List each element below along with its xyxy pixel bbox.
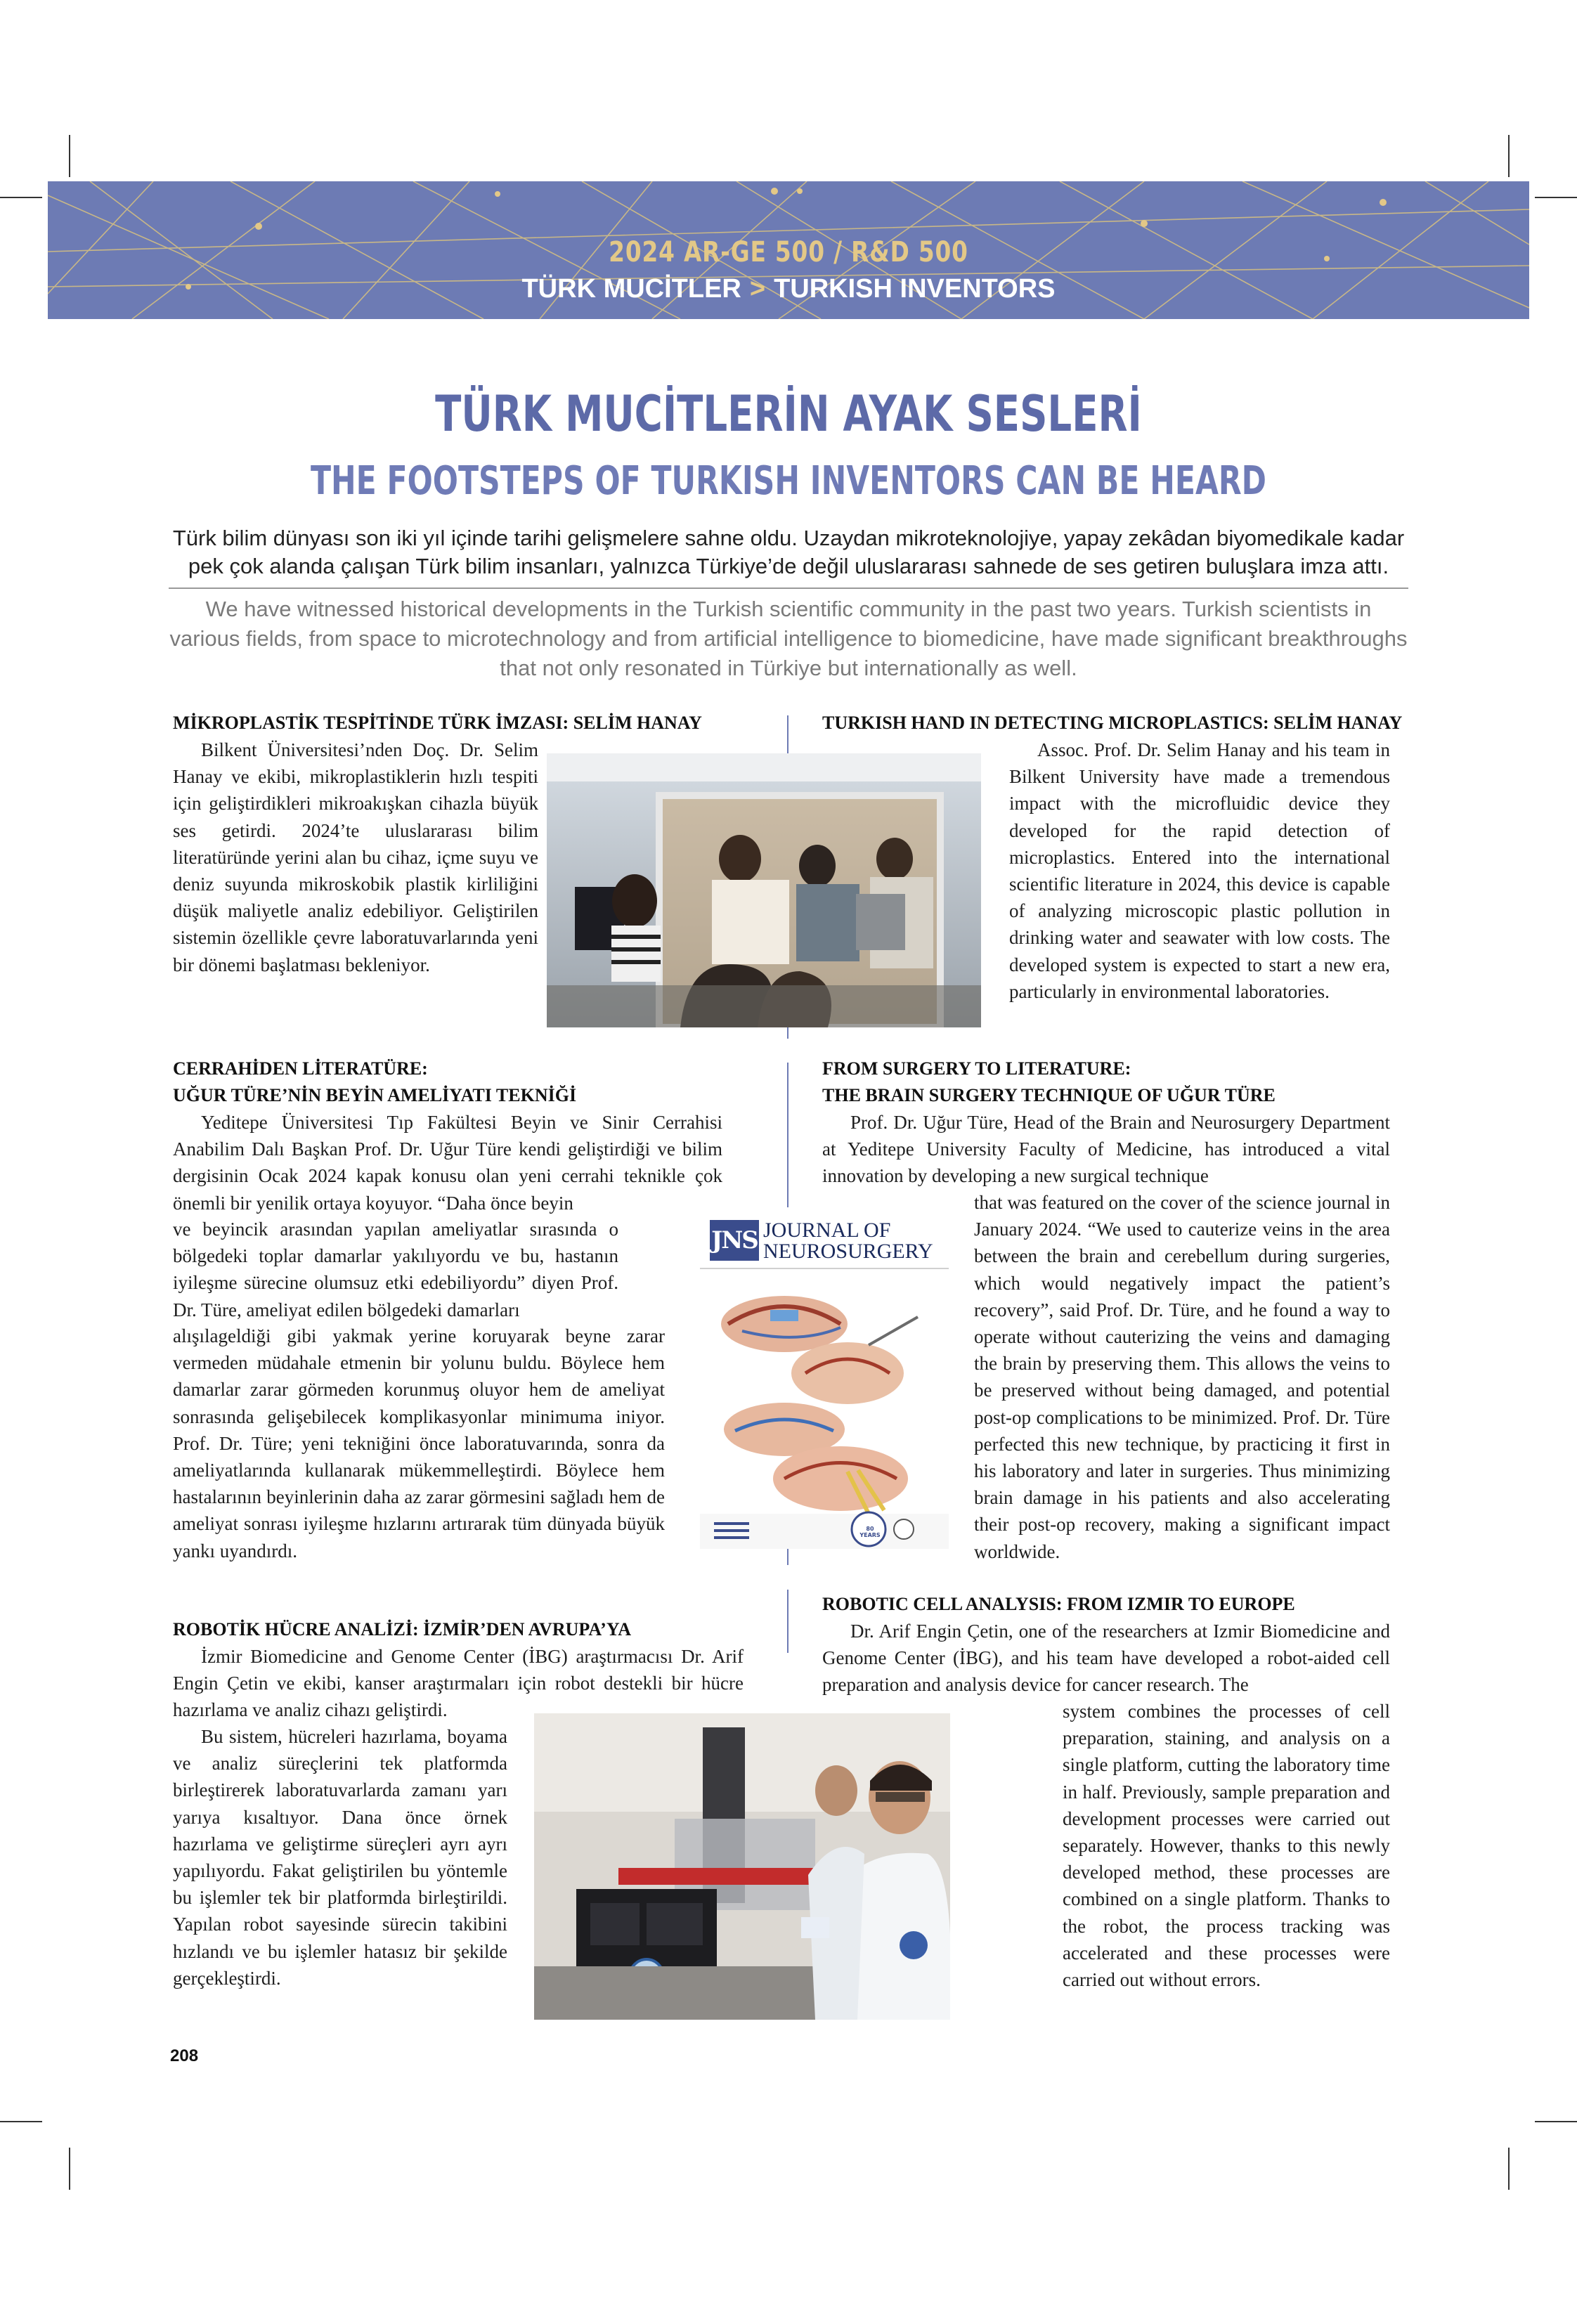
journal-title-line: NEUROSURGERY xyxy=(763,1240,933,1263)
paragraph: Bu sistem, hücreleri hazırlama, boyama ve analiz süreçlerini tek platformda birleştirerek laboratuvarlarda zamanı yarı yarıya kısaltıyor. Dana önce örnek hazırlama ve geliştirme süreçleri ayrı ayrı yapılıyordu. Fakat geliştirilen bu yöntemle bu işlemler tek bir platformda birleştirildi. Yapılan robot sayesinde sürecin takibini hızlandı ve bu işlemler hatasız bir şekilde gerçekleştirdi. xyxy=(173,1726,507,1989)
paragraph: that was featured on the cover of the science journal in January 2024. “We used to cauterize veins in the area between the brain and cerebellum during surgeries, which would negatively impact the patient’s recovery”, said Prof. Dr. Türe, and he found a way to operate without cauterizing the veins and damaging the brain by preserving them. This allows the veins to be preserved without being damaged, and potential post-op complications to be minimized. Prof. Dr. Türe perfected this new technique, by practicing it first in his laboratory and later in surgeries. Thus minimizing brain damage in his patients and also accelerating their post-op recovery, making a significant impact worldwide. xyxy=(974,1192,1390,1562)
page-title-tr: TÜRK MUCİTLERİN AYAK SESLERİ xyxy=(435,385,1142,443)
crop-mark xyxy=(69,135,70,177)
lab-photo-robotic-cell xyxy=(534,1713,950,2020)
journal-title xyxy=(763,1220,933,1262)
paragraph: Dr. Arif Engin Çetin, one of the researchers at Izmir Biomedicine and Genome Center (İBG), and his team have developed a robot-aided cell preparation and analysis device for cancer research. The xyxy=(822,1621,1390,1696)
paragraph: Prof. Dr. Uğur Türe, Head of the Brain and Neurosurgery Department at Yeditepe University Faculty of Medicine, has introduced a vital innovation by developing a new surgical technique xyxy=(822,1112,1390,1187)
anniversary-badge: 80 YEARS xyxy=(859,1526,881,1538)
banner-title: 2024 AR-GE 500 / R&D 500 xyxy=(609,236,968,268)
heading-line: CERRAHİDEN LİTERATÜRE: xyxy=(173,1058,428,1079)
journal-logo: JNS xyxy=(710,1220,759,1261)
section-body-tr xyxy=(173,1723,507,1992)
crop-mark xyxy=(1535,2121,1577,2122)
section-body-tr xyxy=(173,1643,744,1724)
section-heading-tr xyxy=(173,1056,777,1109)
banner-subtitle-tr: TÜRK MUCİTLER xyxy=(521,274,741,304)
divider xyxy=(169,588,1408,589)
crop-mark xyxy=(69,2148,70,2190)
section-body-en xyxy=(1063,1698,1390,1993)
section-body-tr xyxy=(173,1109,722,1216)
crop-mark xyxy=(1508,135,1510,177)
section-heading-tr: ROBOTİK HÜCRE ANALİZİ: İZMİR’DEN AVRUPA’YA xyxy=(173,1619,632,1640)
section-body-en xyxy=(822,1618,1390,1699)
banner-subtitle xyxy=(48,274,1529,304)
heading-line: THE BRAIN SURGERY TECHNIQUE OF UĞUR TÜRE xyxy=(822,1085,1276,1105)
heading-line: UĞUR TÜRE’NİN BEYİN AMELİYATI TEKNİĞİ xyxy=(173,1085,577,1105)
section-body-tr xyxy=(173,1323,665,1564)
paragraph: Assoc. Prof. Dr. Selim Hanay and his team in Bilkent University have made a tremendous impact with the microfluidic device they developed for the rapid detection of microplastics. Entered into the international scientific literature in 2024, this device is capable of analyzing microscopic plastic pollution in drinking water and seawater with low costs. The developed system is expected to start a new era, particularly in environmental laboratories. xyxy=(1009,739,1390,1002)
journal-title-line: JOURNAL OF xyxy=(763,1219,891,1242)
column-divider xyxy=(787,1590,788,1653)
paragraph: system combines the processes of cell preparation, staining, and analysis on a single platform, cutting the laboratory time in half. Previously, sample preparation and development processes were carried out separately. However, thanks to this newly developed method, these processes are combined on a single platform. Thanks to the robot, the process tracking was accelerated and these processes were carried out without errors. xyxy=(1063,1701,1390,1991)
crop-mark xyxy=(1508,2148,1510,2190)
journal-illustration xyxy=(700,1268,949,1549)
section-heading-tr: MİKROPLASTİK TESPİTİNDE TÜRK İMZASI: SELİM HANAY xyxy=(173,713,702,733)
crop-mark xyxy=(1535,197,1577,198)
heading-line: FROM SURGERY TO LITERATURE: xyxy=(822,1058,1131,1079)
banner-subtitle-en: TURKISH INVENTORS xyxy=(774,274,1056,304)
crop-mark xyxy=(0,197,42,198)
chevron-right-icon: > xyxy=(749,274,766,304)
intro-text-tr: Türk bilim dünyası son iki yıl içinde tarihi gelişmelere sahne oldu. Uzaydan mikroteknolojiye, yapay zekâdan biyomedikale kadar pek çok alanda çalışan Türk bilim insanları, yalnızca Türkiye’de değil uluslararası sahnede de ses getiren buluşlara imza attı. xyxy=(172,526,1405,578)
paragraph: Bilkent Üniversitesi’nden Doç. Dr. Selim Hanay ve ekibi, mikroplastiklerin hızlı tespiti için geliştirdikleri mikroakışkan cihazla büyük ses getirdi. 2024’te uluslararası bilim literatüründe yerini alan bu cihaz, içme suyu ve deniz suyunda mikroskobik plastik kirliliğini düşük maliyetle analiz edebiliyor. Geliştirilen sistemin özellikle çevre laboratuvarlarında yeni bir dönemi başlatması bekleniyor. xyxy=(173,739,538,975)
section-body-tr xyxy=(173,736,538,978)
header-banner xyxy=(48,181,1529,319)
paragraph: İzmir Biomedicine and Genome Center (İBG) araştırmacısı Dr. Arif Engin Çetin ve ekibi, kanser araştırmaları için robot destekli bir hücre hazırlama ve analiz cihazı geliştirdi. xyxy=(173,1646,744,1721)
section-heading-en: TURKISH HAND IN DETECTING MICROPLASTICS: SELİM HANAY xyxy=(822,713,1403,733)
section-heading-en: ROBOTIC CELL ANALYSIS: FROM IZMIR TO EUROPE xyxy=(822,1594,1295,1614)
section-body-en xyxy=(974,1189,1390,1565)
intro-text-en: We have witnessed historical developments in the Turkish scientific community in the past two years. Turkish scientists in various fields, from space to microtechnology and from artificial intelligence to biomedicine, have made significant breakthroughs that not only resonated in Türkiye but internationally as well. xyxy=(169,597,1408,680)
journal-cover xyxy=(700,1207,949,1545)
section-body-tr xyxy=(173,1216,618,1323)
paragraph: alışılageldiği gibi yakmak yerine koruyarak beyne zarar vermeden müdahale etmenin bir yolunu buldu. Böylece hem damarlar zarar görmeden korunmuş oluyor hem de ameliyat sonrasında gelişebilecek komplikasyonlar minimuma iniyor. Prof. Dr. Türe; yeni tekniğini önce laboratuvarında, sonra da ameliyatlarında kullanarak mükemmelleştirdi. Böylece hem hastalarının beyinlerinin daha az zarar görmesini sağladı hem de ameliyat sonrası iyileşme hızlarını artırarak tüm dünyada büyük yankı uyandırdı. xyxy=(173,1325,665,1562)
paragraph: Yeditepe Üniversitesi Tıp Fakültesi Beyin ve Sinir Cerrahisi Anabilim Dalı Başkan Prof. Dr. Uğur Türe kendi geliştirdiği ve bilim dergisinin Ocak 2024 kapak konusu olan yeni cerrahi teknikle çok önemli bir yenilik ortaya koyuyor. “Daha önce beyin xyxy=(173,1112,722,1214)
lab-photo-microplastics xyxy=(547,753,981,1027)
section-body-en xyxy=(1009,736,1390,1005)
page-number: 208 xyxy=(170,2046,199,2065)
crop-mark xyxy=(0,2121,42,2122)
section-body-en xyxy=(822,1109,1390,1190)
page-title-en: THE FOOTSTEPS OF TURKISH INVENTORS CAN BE HEARD xyxy=(311,458,1266,504)
paragraph: ve beyincik arasından yapılan ameliyatlar sırasında o bölgedeki toplar damarlar yakılıyordu ve bu, hastanın iyileşme sürecine olumsuz etki edebiliyordu” diyen Prof. Dr. Türe, ameliyat edilen bölgedeki damarları xyxy=(173,1219,618,1320)
section-heading-en xyxy=(822,1056,1427,1109)
